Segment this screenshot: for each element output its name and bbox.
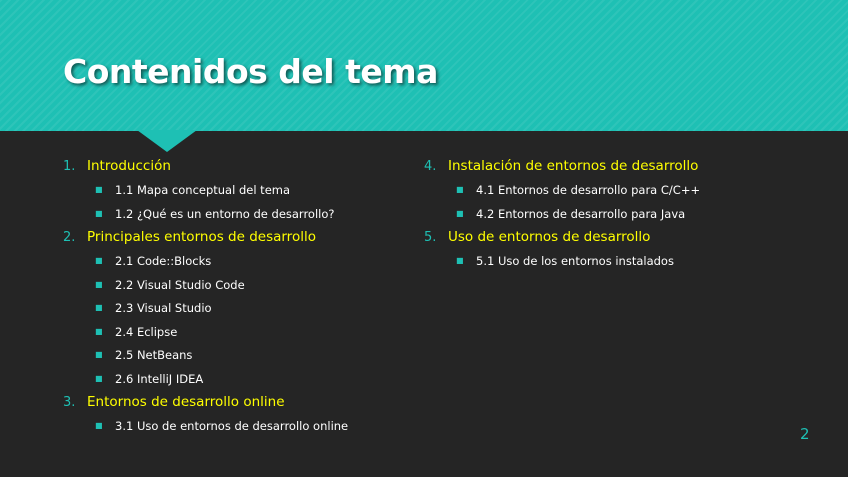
- list-item-label: 2.5 NetBeans: [115, 348, 193, 362]
- page-number: 2: [800, 425, 810, 443]
- list-item: [63, 345, 408, 369]
- list-item: [424, 180, 754, 204]
- list-item-label: 2.4 Eclipse: [115, 324, 178, 339]
- list-item-label: 4.1 Entornos de desarrollo para C/C++: [476, 183, 701, 197]
- section-number: 4.: [424, 159, 437, 174]
- section-number: 3.: [63, 395, 76, 410]
- section-label: Uso de entornos de desarrollo: [448, 229, 651, 245]
- list-item: [63, 180, 408, 204]
- list-item-label: 2.6 IntelliJ IDEA: [115, 371, 204, 386]
- section-label: Instalación de entornos de desarrollo: [448, 158, 699, 174]
- section-label: Entornos de desarrollo online: [87, 394, 285, 410]
- square-bullet-icon: ■: [95, 185, 103, 194]
- section-number: 2.: [63, 230, 76, 245]
- list-item-label: 2.1 Code::Blocks: [115, 254, 212, 268]
- section-number: 1.: [63, 159, 76, 174]
- contents-column-right: [424, 156, 754, 275]
- square-bullet-icon: ■: [95, 303, 103, 312]
- square-bullet-icon: ■: [95, 350, 103, 359]
- square-bullet-icon: ■: [95, 373, 103, 383]
- section-label: Introducción: [87, 158, 171, 174]
- list-item: [63, 204, 408, 228]
- list-item: [424, 204, 754, 228]
- list-item-label: 1.2 ¿Qué es un entorno de desarrollo?: [115, 206, 335, 221]
- list-item-label: 3.1 Uso de entornos de desarrollo online: [115, 419, 349, 433]
- section-heading: [63, 392, 408, 416]
- list-item: [424, 251, 754, 275]
- section-heading: [63, 227, 408, 251]
- square-bullet-icon: ■: [95, 279, 103, 289]
- list-item: [63, 251, 408, 275]
- section-label: Principales entornos de desarrollo: [87, 229, 316, 245]
- section-number: 5.: [424, 230, 437, 245]
- list-item-label: 4.2 Entornos de desarrollo para Java: [476, 206, 686, 221]
- list-item: [63, 369, 408, 393]
- square-bullet-icon: ■: [456, 208, 464, 218]
- list-item: [63, 322, 408, 346]
- contents-column-left: [63, 156, 408, 440]
- list-item-label: 2.2 Visual Studio Code: [115, 277, 245, 292]
- slide-title: Contenidos del tema: [63, 52, 438, 91]
- section-heading: [424, 156, 754, 180]
- list-item: [63, 298, 408, 322]
- list-item-label: 1.1 Mapa conceptual del tema: [115, 183, 291, 197]
- header-notch: [137, 130, 197, 152]
- list-item: [63, 416, 408, 440]
- list-item: [63, 275, 408, 299]
- section-heading: [63, 156, 408, 180]
- section-heading: [424, 227, 754, 251]
- square-bullet-icon: ■: [456, 256, 464, 265]
- list-item-label: 2.3 Visual Studio: [115, 301, 212, 315]
- square-bullet-icon: ■: [95, 326, 103, 336]
- square-bullet-icon: ■: [95, 208, 103, 218]
- list-item-label: 5.1 Uso de los entornos instalados: [476, 254, 674, 268]
- square-bullet-icon: ■: [456, 185, 464, 194]
- square-bullet-icon: ■: [95, 256, 103, 265]
- square-bullet-icon: ■: [95, 421, 103, 430]
